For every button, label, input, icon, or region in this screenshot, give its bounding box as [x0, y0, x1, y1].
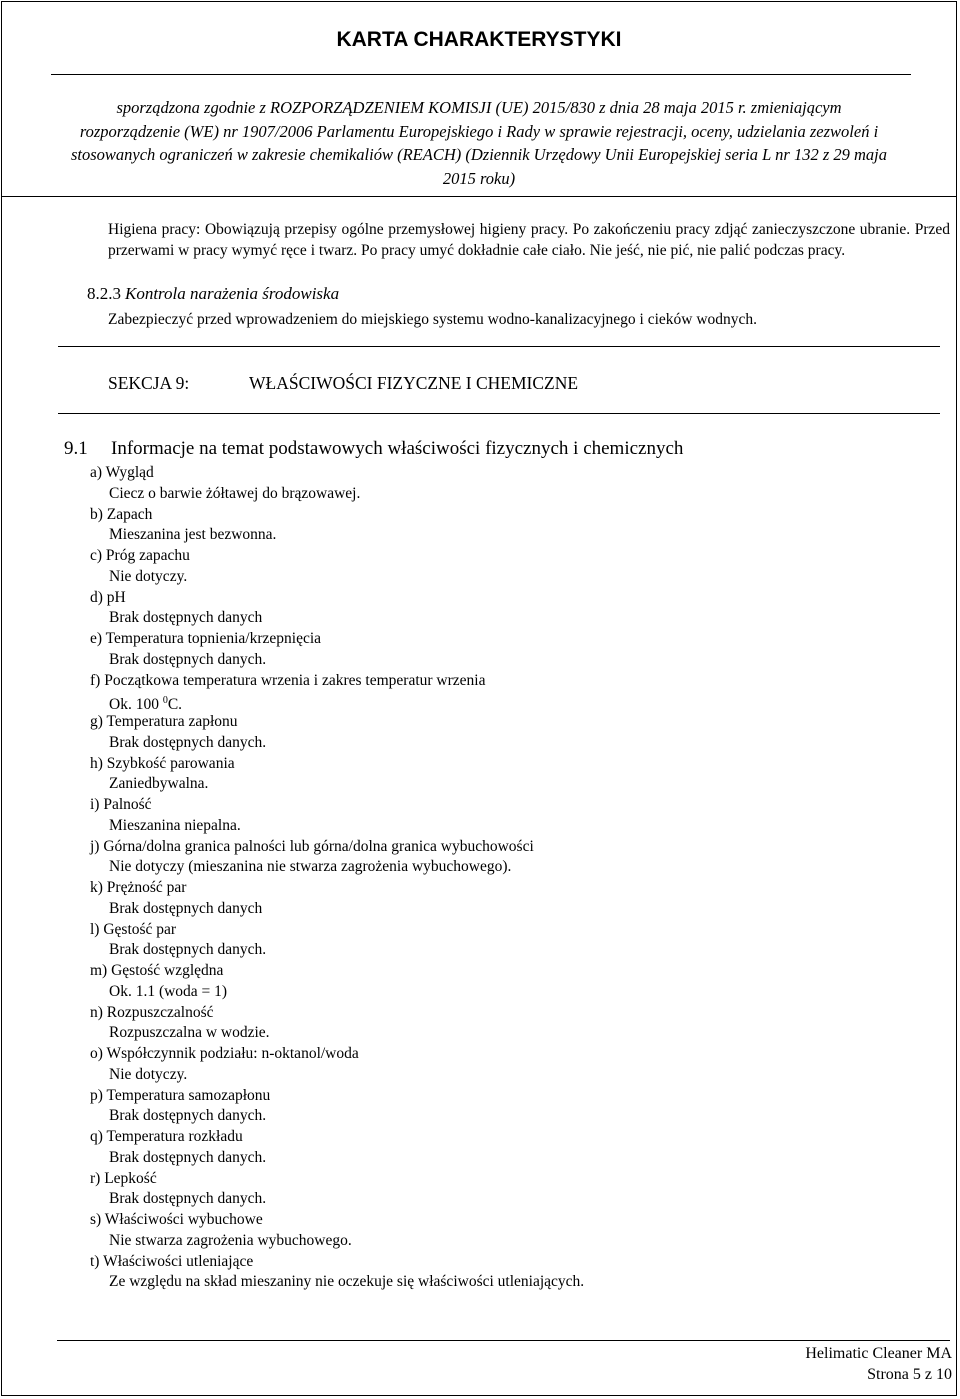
property-value: Ciecz o barwie żółtawej do brązowawej. — [109, 484, 361, 502]
property-item — [90, 1003, 950, 1045]
property-item — [90, 588, 950, 630]
property-item — [90, 1252, 950, 1294]
property-label: b) Zapach — [90, 505, 153, 523]
property-item — [90, 505, 950, 547]
property-label: j) Górna/dolna granica palności lub górna/dolna granica wybuchowości — [90, 837, 534, 855]
section-9-1-heading — [64, 438, 684, 460]
regulation-line: sporządzona zgodnie z ROZPORZĄDZENIEM KOMISJI (UE) 2015/830 z dnia 28 maja 2015 r. zmieniającym — [116, 98, 842, 117]
property-item — [90, 1044, 950, 1086]
regulation-statement — [2, 96, 956, 190]
property-item — [90, 754, 950, 796]
section-divider-bottom — [58, 413, 940, 414]
property-label: s) Właściwości wybuchowe — [90, 1211, 263, 1228]
property-label: c) Próg zapachu — [90, 547, 190, 564]
property-label: o) Współczynnik podziału: n-oktanol/woda — [90, 1045, 359, 1062]
property-value: Brak dostępnych danych. — [109, 1190, 267, 1208]
document-header — [2, 2, 956, 197]
property-value: Nie dotyczy (mieszanina nie stwarza zagrożenia wybuchowego). — [109, 858, 512, 876]
property-label: l) Gęstość par — [90, 920, 177, 938]
property-value: Ok. 1.1 (woda = 1) — [109, 982, 228, 1000]
property-value: Brak dostępnych danych. — [109, 1148, 267, 1166]
property-label: h) Szybkość parowania — [90, 754, 235, 772]
property-item — [90, 920, 950, 962]
property-value: Rozpuszczalna w wodzie. — [109, 1024, 270, 1042]
property-label: i) Palność — [90, 796, 152, 813]
property-label: p) Temperatura samozapłonu — [90, 1086, 271, 1104]
property-value: Zaniedbywalna. — [109, 775, 209, 793]
section-title: Kontrola narażenia środowiska — [125, 284, 340, 303]
property-value: Brak dostępnych danych. — [109, 650, 267, 668]
property-item — [90, 795, 950, 837]
document-title: KARTA CHARAKTERYSTYKI — [336, 28, 622, 51]
hygiene-paragraph: Higiena pracy: Obowiązują przepisy ogólne przemysłowej higieny pracy. Po zakończeniu pracy zdjąć zanieczyszczone ubranie. Przed przerwami w pracy wymyć ręce i twarz. Po pracy umyć dokładnie całe ciało. Nie jeść, nie pić, nie palić podczas pracy. — [108, 221, 950, 259]
property-value: Brak dostępnych danych. — [109, 733, 267, 751]
property-label: q) Temperatura rozkładu — [90, 1128, 243, 1145]
property-label: e) Temperatura topnienia/krzepnięcia — [90, 630, 322, 647]
environment-control-text: Zabezpieczyć przed wprowadzeniem do miejskiego systemu wodno-kanalizacyjnego i cieków wodnych. — [108, 311, 758, 328]
page-number: Strona 5 z 10 — [867, 1366, 952, 1383]
properties-list — [90, 463, 950, 1293]
section-8-2-3-heading — [87, 284, 339, 304]
value-suffix: C. — [167, 696, 183, 714]
section-number: 8.2.3 — [87, 284, 121, 303]
title-divider — [51, 74, 911, 75]
property-label: g) Temperatura zapłonu — [90, 713, 238, 730]
section-title: Informacje na temat podstawowych właściwości fizycznych i chemicznych — [111, 438, 684, 459]
regulation-line: rozporządzenie (WE) nr 1907/2006 Parlamentu Europejskiego i Rady w sprawie rejestracji, oceny, udzielania zezwoleń i — [79, 121, 879, 141]
property-item — [90, 1210, 950, 1252]
property-value: Ze względu na skład mieszaniny nie oczekuje się właściwości utleniających. — [109, 1273, 585, 1291]
property-label: n) Rozpuszczalność — [90, 1003, 214, 1021]
property-value: Brak dostępnych danych. — [109, 1107, 267, 1125]
property-item — [90, 629, 950, 671]
property-value: Mieszanina niepalna. — [109, 816, 241, 834]
property-value: Nie dotyczy. — [109, 567, 188, 585]
regulation-line: 2015 roku) — [442, 168, 516, 188]
property-item — [90, 671, 950, 713]
property-item — [90, 546, 950, 588]
property-item — [90, 1086, 950, 1128]
property-item — [90, 837, 950, 879]
property-label: m) Gęstość względna — [90, 962, 224, 979]
section-9-heading — [108, 373, 579, 394]
property-value: Brak dostępnych danych — [109, 609, 263, 627]
regulation-line: stosowanych ograniczeń w zakresie chemikaliów (REACH) (Dziennik Urzędowy Unii Europejskiej seria L nr 132 z 29 maja — [70, 145, 888, 164]
property-label: a) Wygląd — [90, 464, 154, 481]
section-divider-top — [58, 346, 940, 347]
property-label: d) pH — [90, 588, 126, 606]
property-value: Nie stwarza zagrożenia wybuchowego. — [109, 1231, 352, 1249]
value-prefix: Ok. 100 — [109, 696, 163, 714]
section-number: 9.1 — [64, 438, 88, 459]
property-item — [90, 463, 950, 505]
property-label: t) Właściwości utleniające — [90, 1252, 254, 1270]
property-value: Mieszanina jest bezwonna. — [109, 526, 277, 544]
product-name: Helimatic Cleaner MA — [805, 1345, 952, 1362]
property-item — [90, 1127, 950, 1169]
property-item — [90, 961, 950, 1003]
section-label: SEKCJA 9: — [108, 373, 190, 393]
value-superscript: 0 — [162, 695, 168, 707]
property-value: Brak dostępnych danych — [109, 899, 263, 917]
footer-divider — [57, 1340, 950, 1341]
property-item — [90, 1169, 950, 1211]
property-value: Nie dotyczy. — [109, 1065, 188, 1083]
property-label: r) Lepkość — [90, 1169, 157, 1187]
property-label: f) Początkowa temperatura wrzenia i zakres temperatur wrzenia — [90, 671, 486, 689]
property-value: Brak dostępnych danych. — [109, 941, 267, 959]
property-label: k) Prężność par — [90, 879, 187, 896]
section-title: WŁAŚCIWOŚCI FIZYCZNE I CHEMICZNE — [249, 373, 579, 393]
property-value — [90, 691, 950, 712]
property-item — [90, 878, 950, 920]
property-item — [90, 712, 950, 754]
